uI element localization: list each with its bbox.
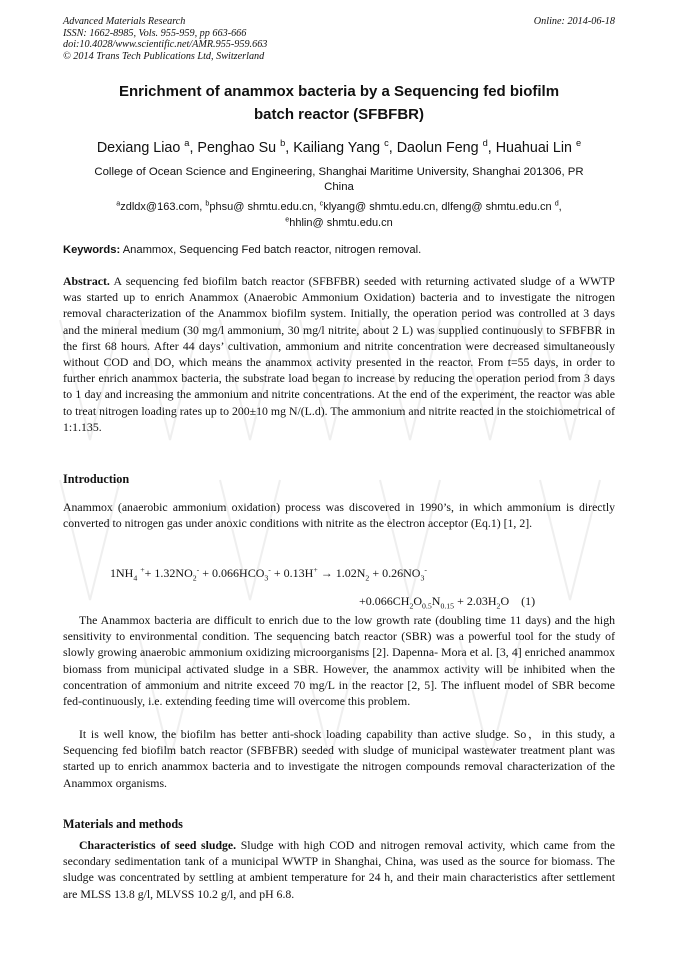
paper-title <box>40 80 638 126</box>
doi-line: doi:10.4028/www.scientific.net/AMR.955-959.663 <box>63 39 268 51</box>
subsection-label: Characteristics of seed sludge. <box>79 838 237 852</box>
email-link[interactable]: hhlin@ shmtu.edu.cn <box>289 217 393 229</box>
author: Dexiang Liao $^a$ <box>96 138 190 156</box>
author: Huahuai Lin $^e$ <box>495 138 582 156</box>
affiliation-line-1: College of Ocean Science and Engineering, Shanghai Maritime University, Shanghai 201306, PR <box>94 166 584 178</box>
section-heading-introduction: Introduction <box>63 472 130 486</box>
email-list: $^a$zdldx@163.com, $^b$phsu@ shmtu.edu.cn, $^c$klyang@ shmtu.edu.cn, dlfeng@ shmtu.edu.cn $^d$, $^e$hhlin@ shmtu.edu.cn <box>116 199 562 229</box>
abstract-label: Abstract. <box>63 274 110 288</box>
online-date: Online: 2014-06-18 <box>533 16 615 27</box>
intro-paragraph-2: The Anammox bacteria are difficult to enrich due to the low growth rate (doubling time 11 days) and the high sensitivity to environmental condition. The sequencing batch reactor (SBR) was a powerful tool for the study of slowly growing anaerobic ammonium oxidizing microorganisms [2]. Dapenna- Mora et al. [3, 4] enriched anammox biomass from municipal activated sludge in a SBR. However, the anammox activity will be inhibited when the concentration of ammonium and nitrite exceed 70 mg/L in the reactor [2, 5]. The influent model of SBR become fed-continuously, i.e. extending feeding time will overcome this problem. <box>63 613 615 709</box>
email-link[interactable]: phsu@ shmtu.edu.cn, <box>209 201 317 213</box>
keywords <box>63 243 615 258</box>
author-list: Dexiang Liao $^a$, Penghao Su $^b$, Kailiang Yang $^c$, Daolun Feng $^d$, Huahuai Lin $^e$ <box>96 138 582 156</box>
email-link[interactable]: zdldx@163.com, <box>120 201 203 213</box>
author: Penghao Su $^b$ <box>197 138 286 156</box>
title-line-1: Enrichment of anammox bacteria by a Sequencing fed biofilm <box>118 83 560 100</box>
equation-number: (1) <box>521 594 536 608</box>
methods-paragraph-1: Characteristics of seed sludge. Sludge with high COD and nitrogen removal activity, which came from the secondary sedimentation tank of a municipal WWTP in Shanghai, China, was used as the source for biomass. The sludge was concentrated by settling at ambient temperature for 24 h, and their main characteristics after settlement are MLSS 13.8 g/l, MLVSS 10.2 g/l, and pH 6.8. <box>63 838 615 901</box>
copyright-line: © 2014 Trans Tech Publications Ltd, Switzerland <box>63 50 265 62</box>
author: Daolun Feng $^d$ <box>396 138 488 156</box>
intro-paragraph-3: It is well know, the biofilm has better anti-shock loading capability than active sludge. So，in this study, a Sequencing fed biofilm batch reactor (SFBFBR) seeded with sludge of municipal wastewater treatment plant was started up to enrich anammox bacteria and to investigate the nitrogen compounds removal characterization of the Anammox organisms. <box>63 727 615 790</box>
title-line-2: batch reactor (SFBFBR) <box>253 106 425 123</box>
email-link[interactable]: dlfeng@ shmtu.edu.cn <box>441 201 552 213</box>
equation-line-2: $+0.066CH_2O_{0.5}N_{0.15} + 2.03H_2O$ (1) <box>359 594 536 611</box>
intro-paragraph-1: Anammox (anaerobic ammonium oxidation) process was discovered in 1990’s, in which ammonium is directly converted to nitrogen gas under anoxic conditions with nitrite as the electron acceptor (Eq.1) [1, 2]. <box>63 500 615 531</box>
section-heading-methods: Materials and methods <box>63 817 183 831</box>
keywords-text: Anammox, Sequencing Fed batch reactor, nitrogen removal. <box>122 244 422 256</box>
affiliation-line-2: China <box>324 181 354 193</box>
abstract <box>63 273 615 435</box>
author: Kailiang Yang $^c$ <box>293 138 389 156</box>
journal-header <box>63 16 267 62</box>
keywords-label: Keywords: <box>63 244 121 256</box>
email-link[interactable]: klyang@ shmtu.edu.cn, <box>323 201 439 213</box>
journal-name: Advanced Materials Research <box>63 16 186 27</box>
abstract-text: A sequencing fed biofilm batch reactor (SFBFBR) seeded with returning activated sludge of a WWTP was started up to enrich Anammox (Anaerobic Ammonium Oxidation) bacteria and to investigate the nitrogen removal characterization of the Anammox biofilm system. Initially, the operation period was controlled at 3 days and the mineral medium (30 mg/l ammonium, 30 mg/l nitrite, about 2 L) was supplied continuously to SFBFBR in the first 68 hours. After 44 days’ cultivation, ammonium and nitrite concentration were decreased simultaneously without COD and DO, which means the anammox activity presented in the reactor. From t=55 days, in order to further enrich anammox bacteria, the substrate load began to increase by reducing the operation period from 3 days to 1 day and increasing the ammonium and nitrite concentrations. At the end of the experiment, the reactor was able to treat nitrogen loading rates up to 200±10 mg N/(L.d). The ammonium and nitrite reacted in the stoichiometrical of 1:1.135. <box>63 274 615 434</box>
affiliation <box>63 165 615 195</box>
issn-line: ISSN: 1662-8985, Vols. 955-959, pp 663-666 <box>63 27 247 39</box>
equation-line-1: $1NH_4$ $^++ 1.32NO_2^- + 0.066HCO_3^- + 0.13H^+ \to 1.02N_2 + 0.26NO_3^-$ <box>110 565 427 583</box>
